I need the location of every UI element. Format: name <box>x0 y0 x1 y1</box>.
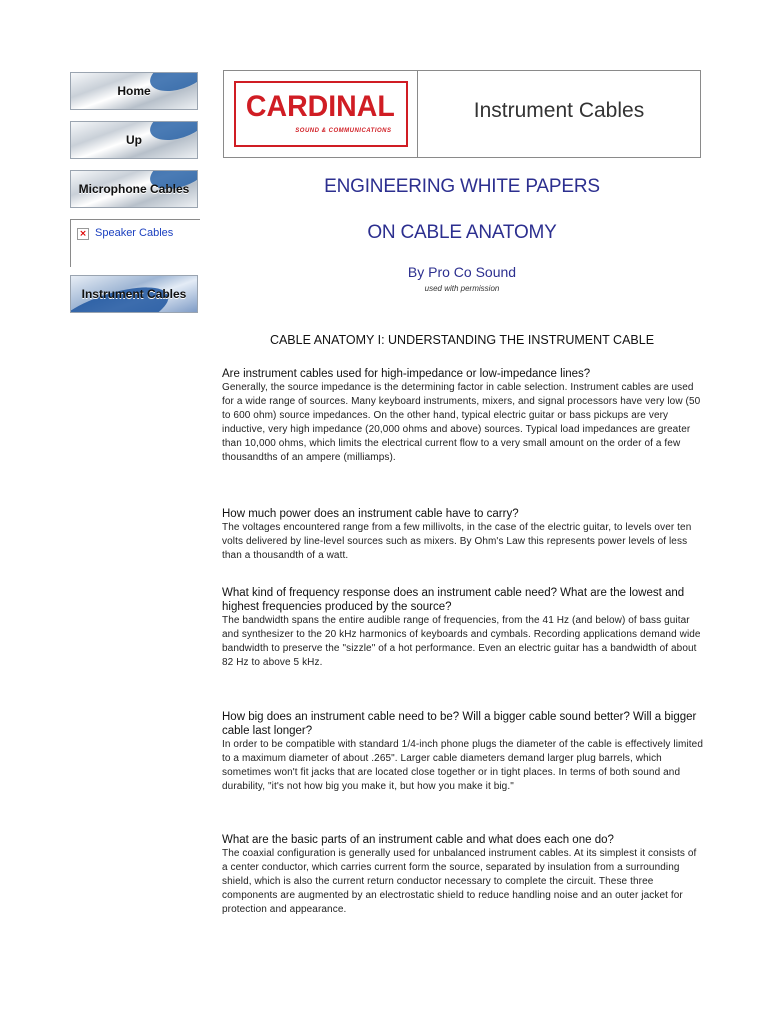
qa-block-impedance <box>222 367 704 465</box>
question: What are the basic parts of an instrument cable and what does each one do? <box>222 834 614 846</box>
permission-note: used with permission <box>424 284 500 293</box>
heading-engineering-white-papers: ENGINEERING WHITE PAPERS <box>324 176 600 197</box>
qa-block-power <box>222 507 704 563</box>
answer: In order to be compatible with standard 1/4-inch phone plugs the diameter of the cable is effectively limited to a maximum diameter of about .265". Larger cable diameters demand larger plug barrels, which sometimes won't fit jacks that are located close together or in tight places. In terms of both sound and durability, "it's not how big you make it, but how you make it big." <box>222 739 703 792</box>
swoosh-decoration <box>146 72 198 98</box>
answer: The bandwidth spans the entire audible range of frequencies, from the 41 Hz (and below) of bass guitar and synthesizer to the 20 kHz harmonics of keyboards and cymbals. Recording applications demand wide bandwidth to preserve the "sizzle" of a hot performance. Even an electric guitar has a bandwidth of about 82 Hz to above 5 kHz. <box>222 615 701 668</box>
answer: The voltages encountered range from a few millivolts, in the case of the electric guitar, to levels over ten volts delivered by line-level sources such as mixers. By Ohm's Law this represents power levels of less than a thousandth of a watt. <box>222 522 692 561</box>
cardinal-logo <box>234 81 408 147</box>
nav-microphone-cables-button[interactable] <box>70 170 198 208</box>
qa-block-parts <box>222 833 704 917</box>
nav-home-button[interactable] <box>70 72 198 110</box>
question: Are instrument cables used for high-impedance or low-impedance lines? <box>222 368 591 380</box>
question: How much power does an instrument cable have to carry? <box>222 508 519 520</box>
logo-subtitle: SOUND & COMMUNICATIONS <box>295 128 392 134</box>
side-navigation <box>70 72 200 324</box>
answer: The coaxial configuration is generally used for unbalanced instrument cables. At its simplest it consists of a center conductor, which carries current form the source, separated by insulation from a surrounding shield, which is also the current return conductor necessary to complete the circuit. These three components are augmented by an electrostatic shield to reduce handling noise and an outer jacket for protection and appearance. <box>222 848 697 915</box>
question: What kind of frequency response does an instrument cable need? What are the lowest and highest frequencies produced by the source? <box>222 587 685 613</box>
logo-text: CARDINAL <box>246 90 395 123</box>
broken-image-icon: × <box>77 228 89 240</box>
nav-up-button[interactable] <box>70 121 198 159</box>
heading-cable-anatomy: ON CABLE ANATOMY <box>367 222 557 243</box>
nav-speaker-label: Speaker Cables <box>95 227 174 239</box>
qa-block-frequency <box>222 586 704 670</box>
nav-up-label: Up <box>126 133 142 147</box>
question: How big does an instrument cable need to be? Will a bigger cable sound better? Will a bigger cable last longer? <box>222 711 697 737</box>
answer: Generally, the source impedance is the determining factor in cable selection. Instrument cables are used for a wide range of sources. Many keyboard instruments, mixers, and signal processors have very low (50 to 600 ohm) source impedances. On the other hand, typical electric guitar or bass pickups are very inductive, very high impedance (20,000 ohms and above) sources. Typical load impedances are greater than 10,000 ohms, which limits the electrical current flow to a very small amount on the order of a few thousandths of an ampere (milliamps). <box>222 382 701 463</box>
nav-instrument-label: Instrument Cables <box>81 287 187 301</box>
nav-instrument-cables-button[interactable] <box>70 275 198 313</box>
page-header <box>223 70 701 158</box>
swoosh-decoration <box>146 121 198 147</box>
section-title: CABLE ANATOMY I: UNDERSTANDING THE INSTRUMENT CABLE <box>269 333 655 347</box>
nav-home-label: Home <box>117 84 151 98</box>
nav-microphone-label: Microphone Cables <box>78 182 190 196</box>
nav-speaker-cables-link[interactable] <box>70 219 200 267</box>
page-title: Instrument Cables <box>473 99 645 122</box>
qa-block-size <box>222 710 704 794</box>
byline: By Pro Co Sound <box>407 264 517 280</box>
logo-cell <box>224 71 418 157</box>
